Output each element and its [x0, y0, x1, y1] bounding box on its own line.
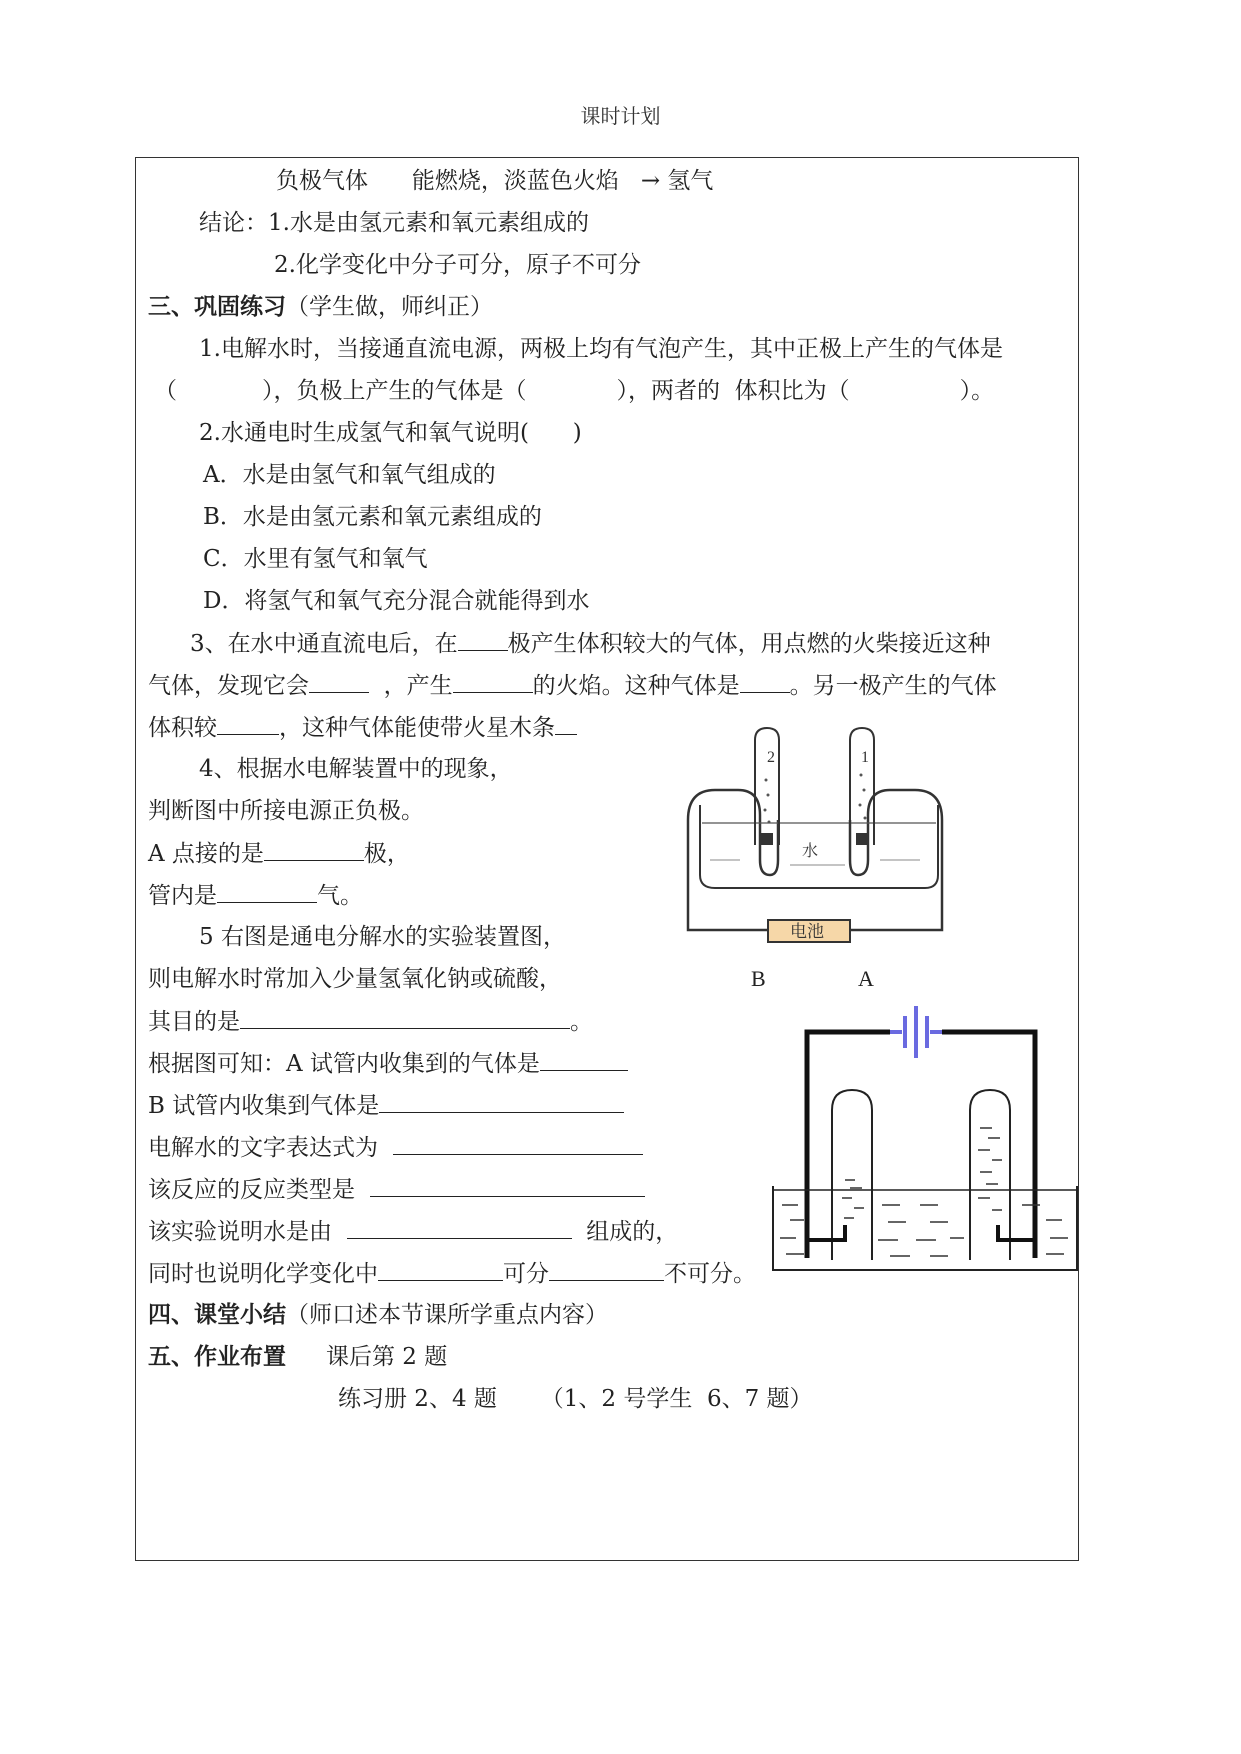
q4-blank-2 — [217, 880, 317, 903]
q5-line6: 电解水的文字表达式为 — [148, 1132, 643, 1163]
q3-line2: 气体，发现它会 ，产生 的火焰。这种气体是 。另一极产生的气体 — [148, 670, 997, 701]
q5-blank-composition — [347, 1216, 572, 1239]
electrolysis-figure-1 — [680, 720, 960, 950]
q5-blank-a-gas — [540, 1048, 628, 1071]
q3-blank-6 — [555, 712, 577, 735]
q5-blank-indivisible — [549, 1258, 664, 1281]
arrow-icon: → — [640, 168, 661, 194]
battery-label: 电池 — [790, 922, 824, 942]
conclusion-1: 1.水是由氢元素和氧元素组成的 — [268, 210, 589, 236]
water-label: 水 — [802, 841, 819, 860]
q5-blank-divisible — [378, 1258, 503, 1281]
figure1-label-a: A — [858, 966, 874, 991]
neg-result: 氢气 — [667, 168, 714, 194]
q5-blank-equation — [393, 1132, 643, 1155]
section3-note: （学生做，师纠正） — [286, 294, 493, 320]
q5-line3: 其目的是 。 — [148, 1006, 593, 1037]
section5-line2: 练习册 2、4 题 （1、2 号学生 6、7 题） — [338, 1386, 813, 1412]
q4-line1: 4、根据水电解装置中的现象， — [199, 756, 513, 782]
q5-line8: 该实验说明水是由 组成的， — [148, 1216, 678, 1247]
section4-title: 四、课堂小结 — [148, 1301, 286, 1328]
q3-blank-3 — [453, 670, 533, 693]
section4-note: （师口述本节课所学重点内容） — [286, 1302, 608, 1328]
tube-label-2: 2 — [767, 749, 775, 766]
q2-option-c: C．水里有氢气和氧气 — [203, 546, 428, 572]
q2-option-b: B．水是由氢元素和氧元素组成的 — [203, 504, 542, 530]
q5-blank-b-gas — [379, 1090, 624, 1113]
section5-title: 五、作业布置 — [148, 1343, 286, 1370]
q3-blank-2 — [309, 670, 369, 693]
q5-line2: 则电解水时常加入少量氢氧化钠或硫酸， — [148, 966, 562, 992]
q4-line2: 判断图中所接电源正负极。 — [148, 798, 424, 824]
q2-stem: 2.水通电时生成氢气和氧气说明( ) — [199, 420, 582, 446]
q1-line2: （ ），负极上产生的气体是（ ），两者的 体积比为（ ）。 — [154, 378, 995, 404]
conclusion-2: 2.化学变化中分子可分，原子不可分 — [274, 252, 641, 278]
q2-option-d: D．将氢气和氧气充分混合就能得到水 — [203, 588, 590, 614]
q5-line4: 根据图可知：A 试管内收集到的气体是 — [148, 1048, 628, 1079]
q5-line5: B 试管内收集到气体是 — [148, 1090, 624, 1121]
section5-line1: 课后第 2 题 — [326, 1344, 448, 1370]
q5-line7: 该反应的反应类型是 — [148, 1174, 645, 1205]
q4-line4: 管内是 气。 — [148, 880, 363, 911]
q2-option-a: A．水是由氢气和氧气组成的 — [203, 462, 496, 488]
neg-desc: 能燃烧，淡蓝色火焰 — [411, 168, 619, 194]
q1-line1: 1.电解水时，当接通直流电源，两极上均有气泡产生，其中正极上产生的气体是 — [199, 336, 1003, 362]
q3-blank-1 — [458, 628, 508, 651]
electrolysis-figure-2 — [770, 1000, 1082, 1300]
q3-blank-5 — [217, 712, 279, 735]
q5-line9: 同时也说明化学变化中 可分 不可分。 — [148, 1258, 756, 1289]
section3-heading — [148, 292, 493, 322]
page-header: 课时计划 — [580, 104, 661, 128]
q3-line1: 3、在水中通直流电后，在 极产生体积较大的气体，用点燃的火柴接近这种 — [190, 628, 991, 659]
q5-blank-purpose — [240, 1006, 570, 1029]
section3-title: 三、巩固练习 — [148, 293, 286, 320]
q4-line3: A 点接的是 极， — [148, 838, 410, 869]
q5-line1: 5 右图是通电分解水的实验装置图， — [199, 924, 566, 950]
figure1-label-b: B — [751, 966, 766, 991]
section4-heading — [148, 1300, 608, 1330]
q5-blank-type — [370, 1174, 645, 1197]
conclusion-label: 结论： — [199, 210, 268, 236]
tube-label-1: 1 — [861, 749, 869, 766]
q3-line3: 体积较 ，这种气体能使带火星木条 — [148, 712, 577, 743]
q4-blank-1 — [264, 838, 364, 861]
neg-gas: 负极气体 — [276, 168, 368, 194]
section5-heading — [148, 1342, 447, 1372]
q3-blank-4 — [740, 670, 790, 693]
intro-negative-line — [276, 166, 713, 196]
conclusion-line-1 — [199, 208, 589, 238]
